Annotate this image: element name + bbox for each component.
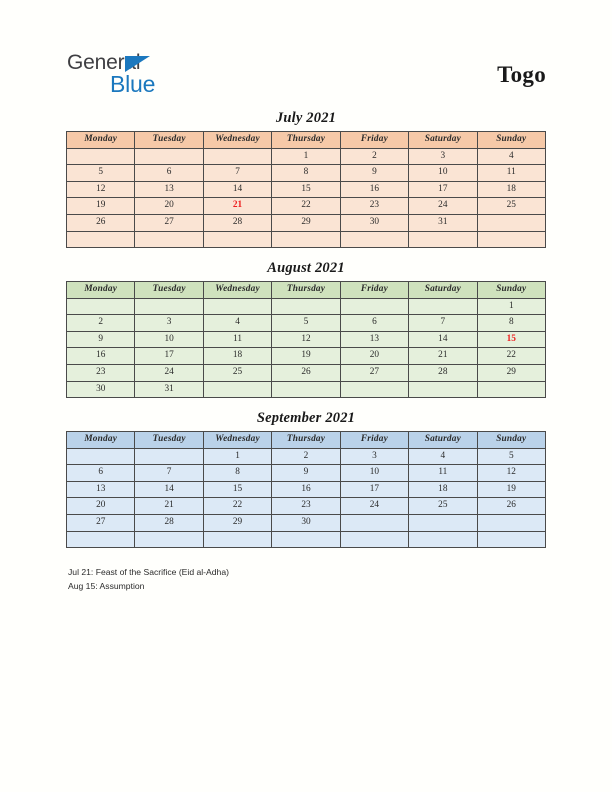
month-title: August 2021	[267, 260, 345, 276]
calendar-cell-day[interactable]: 15	[203, 481, 271, 498]
calendar-cell-day[interactable]: 7	[409, 315, 477, 332]
calendar-cell-empty	[477, 214, 545, 231]
calendar-body	[67, 298, 546, 398]
calendar-cell-day[interactable]: 17	[340, 481, 408, 498]
weekday-header-saturday: Saturday	[409, 132, 477, 149]
calendar-cell-day[interactable]: 10	[135, 331, 203, 348]
calendar-cell-day[interactable]: 29	[477, 364, 545, 381]
calendar-cell-day[interactable]: 23	[272, 498, 340, 515]
calendar-cell-day[interactable]: 6	[135, 165, 203, 182]
calendar-cell-day[interactable]: 13	[67, 481, 135, 498]
calendar-cell-day[interactable]: 29	[272, 214, 340, 231]
calendar-cell-holiday[interactable]: 21	[203, 198, 271, 215]
weekday-header-friday: Friday	[340, 282, 408, 299]
calendar-cell-empty	[409, 298, 477, 315]
weekday-header-row	[67, 432, 546, 449]
calendar-week-row	[67, 481, 546, 498]
calendar-cell-day[interactable]: 16	[272, 481, 340, 498]
calendar-week-row	[67, 214, 546, 231]
calendar-week-row	[67, 348, 546, 365]
calendar-cell-day[interactable]: 27	[135, 214, 203, 231]
logo-text-blue: Blue	[110, 71, 156, 97]
calendar-cell-empty	[67, 298, 135, 315]
calendar-cell-day[interactable]: 28	[203, 214, 271, 231]
calendar-cell-empty	[477, 531, 545, 548]
calendar-cell-day[interactable]: 15	[272, 181, 340, 198]
calendar-week-row	[67, 181, 546, 198]
calendar-cell-day[interactable]: 23	[67, 364, 135, 381]
calendar-cell-day[interactable]: 23	[340, 198, 408, 215]
calendar-week-row	[67, 465, 546, 482]
calendar-cell-empty	[409, 514, 477, 531]
calendar-cell-empty	[67, 448, 135, 465]
calendar-cell-day[interactable]: 18	[477, 181, 545, 198]
calendar-table	[66, 131, 546, 248]
calendar-cell-empty	[203, 381, 271, 398]
month-block-august	[66, 260, 546, 398]
weekday-header-friday: Friday	[340, 132, 408, 149]
calendar-cell-day[interactable]: 17	[409, 181, 477, 198]
calendar-cell-day[interactable]: 20	[340, 348, 408, 365]
calendar-cell-day[interactable]: 1	[203, 448, 271, 465]
weekday-header-thursday: Thursday	[272, 432, 340, 449]
calendar-cell-day[interactable]: 22	[272, 198, 340, 215]
calendar-cell-day[interactable]: 12	[477, 465, 545, 482]
calendar-cell-empty	[272, 531, 340, 548]
calendar-cell-empty	[203, 231, 271, 248]
calendar-cell-day[interactable]: 3	[409, 148, 477, 165]
calendar-cell-day[interactable]: 30	[272, 514, 340, 531]
calendar-cell-day[interactable]: 28	[409, 364, 477, 381]
calendar-table	[66, 431, 546, 548]
calendar-cell-day[interactable]: 12	[67, 181, 135, 198]
calendar-cell-day[interactable]: 8	[477, 315, 545, 332]
calendar-cell-day[interactable]: 4	[203, 315, 271, 332]
calendar-cell-day[interactable]: 14	[203, 181, 271, 198]
weekday-header-sunday: Sunday	[477, 132, 545, 149]
weekday-header-tuesday: Tuesday	[135, 132, 203, 149]
month-title: September 2021	[256, 410, 356, 426]
calendar-cell-day[interactable]: 24	[135, 364, 203, 381]
weekday-header-saturday: Saturday	[409, 432, 477, 449]
calendar-cell-empty	[272, 381, 340, 398]
calendar-cell-day[interactable]: 31	[409, 214, 477, 231]
calendar-cell-day[interactable]: 11	[477, 165, 545, 182]
calendar-week-row	[67, 448, 546, 465]
calendar-cell-empty	[272, 231, 340, 248]
calendar-cell-empty	[340, 514, 408, 531]
calendar-cell-empty	[409, 381, 477, 398]
calendar-cell-day[interactable]: 20	[135, 198, 203, 215]
calendar-body	[67, 148, 546, 248]
calendar-head	[67, 282, 546, 299]
weekday-header-tuesday: Tuesday	[135, 432, 203, 449]
weekday-header-tuesday: Tuesday	[135, 282, 203, 299]
calendar-cell-empty	[203, 298, 271, 315]
weekday-header-wednesday: Wednesday	[203, 282, 271, 299]
calendar-cell-day[interactable]: 2	[67, 315, 135, 332]
calendar-week-row	[67, 298, 546, 315]
holiday-note-line: Aug 15: Assumption	[68, 581, 145, 591]
calendar-week-row	[67, 231, 546, 248]
calendar-cell-holiday[interactable]: 15	[477, 331, 545, 348]
calendar-week-row	[67, 514, 546, 531]
calendar-week-row	[67, 331, 546, 348]
general-blue-logo[interactable]	[67, 52, 247, 104]
calendar-cell-day[interactable]: 14	[135, 481, 203, 498]
calendar-cell-empty	[409, 231, 477, 248]
calendar-cell-empty	[67, 531, 135, 548]
calendar-cell-day[interactable]: 29	[203, 514, 271, 531]
holiday-notes	[66, 565, 546, 593]
calendar-cell-empty	[272, 298, 340, 315]
calendar-cell-day[interactable]: 1	[272, 148, 340, 165]
calendar-cell-day[interactable]: 26	[477, 498, 545, 515]
calendar-cell-day[interactable]: 10	[340, 465, 408, 482]
calendar-cell-day[interactable]: 1	[477, 298, 545, 315]
calendar-cell-day[interactable]: 4	[477, 148, 545, 165]
weekday-header-thursday: Thursday	[272, 282, 340, 299]
calendar-cell-day[interactable]: 30	[67, 381, 135, 398]
calendar-cell-day[interactable]: 22	[203, 498, 271, 515]
calendar-cell-day[interactable]: 21	[409, 348, 477, 365]
calendar-cell-day[interactable]: 6	[340, 315, 408, 332]
calendar-cell-day[interactable]: 11	[409, 465, 477, 482]
calendar-week-row	[67, 381, 546, 398]
calendar-cell-day[interactable]: 27	[340, 364, 408, 381]
weekday-header-wednesday: Wednesday	[203, 432, 271, 449]
calendar-cell-day[interactable]: 5	[272, 315, 340, 332]
weekday-header-saturday: Saturday	[409, 282, 477, 299]
weekday-header-row	[67, 282, 546, 299]
calendar-cell-day[interactable]: 25	[477, 198, 545, 215]
calendar-cell-empty	[135, 531, 203, 548]
calendar-body	[67, 448, 546, 548]
calendar-cell-day[interactable]: 12	[272, 331, 340, 348]
calendar-cell-empty	[135, 148, 203, 165]
triangle-right-icon	[125, 56, 150, 72]
month-block-september	[66, 410, 546, 548]
calendar-cell-empty	[67, 148, 135, 165]
calendar-week-row	[67, 364, 546, 381]
calendar-cell-day[interactable]: 18	[203, 348, 271, 365]
calendar-cell-day[interactable]: 24	[340, 498, 408, 515]
logo-text-general: General	[67, 51, 141, 74]
calendar-cell-day[interactable]: 30	[340, 214, 408, 231]
calendar-cell-day[interactable]: 13	[340, 331, 408, 348]
calendar-cell-day[interactable]: 2	[340, 148, 408, 165]
calendar-cell-day[interactable]: 9	[67, 331, 135, 348]
calendar-cell-day[interactable]: 7	[203, 165, 271, 182]
calendar-week-row	[67, 315, 546, 332]
calendar-cell-day[interactable]: 9	[272, 465, 340, 482]
calendar-cell-day[interactable]: 8	[272, 165, 340, 182]
calendar-cell-day[interactable]: 19	[477, 481, 545, 498]
calendar-cell-day[interactable]: 10	[409, 165, 477, 182]
weekday-header-wednesday: Wednesday	[203, 132, 271, 149]
weekday-header-monday: Monday	[67, 132, 135, 149]
calendar-cell-day[interactable]: 6	[67, 465, 135, 482]
calendar-cell-empty	[340, 298, 408, 315]
calendar-week-row	[67, 198, 546, 215]
calendar-cell-day[interactable]: 26	[272, 364, 340, 381]
calendar-cell-day[interactable]: 2	[272, 448, 340, 465]
calendar-head	[67, 432, 546, 449]
calendar-cell-empty	[340, 381, 408, 398]
page-title: Togo	[497, 62, 546, 87]
calendar-cell-empty	[135, 448, 203, 465]
calendar-cell-day[interactable]: 28	[135, 514, 203, 531]
calendar-cell-day[interactable]: 13	[135, 181, 203, 198]
month-block-july	[66, 110, 546, 248]
calendar-cell-day[interactable]: 20	[67, 498, 135, 515]
calendar-cell-empty	[477, 381, 545, 398]
calendar-cell-day[interactable]: 24	[409, 198, 477, 215]
calendar-cell-day[interactable]: 4	[409, 448, 477, 465]
calendar-cell-day[interactable]: 5	[477, 448, 545, 465]
calendar-cell-empty	[67, 231, 135, 248]
calendar-cell-day[interactable]: 19	[272, 348, 340, 365]
weekday-header-friday: Friday	[340, 432, 408, 449]
calendar-cell-day[interactable]: 31	[135, 381, 203, 398]
calendar-cell-day[interactable]: 16	[67, 348, 135, 365]
calendar-cell-day[interactable]: 25	[203, 364, 271, 381]
calendar-cell-empty	[135, 298, 203, 315]
calendar-cell-empty	[340, 531, 408, 548]
weekday-header-row	[67, 132, 546, 149]
calendar-cell-day[interactable]: 8	[203, 465, 271, 482]
calendar-table	[66, 281, 546, 398]
weekday-header-thursday: Thursday	[272, 132, 340, 149]
calendar-cell-day[interactable]: 21	[135, 498, 203, 515]
weekday-header-monday: Monday	[67, 282, 135, 299]
calendar-cell-day[interactable]: 17	[135, 348, 203, 365]
calendar-cell-day[interactable]: 5	[67, 165, 135, 182]
calendar-cell-empty	[340, 231, 408, 248]
calendar-cell-day[interactable]: 25	[409, 498, 477, 515]
calendar-cell-day[interactable]: 3	[340, 448, 408, 465]
calendar-cell-empty	[203, 148, 271, 165]
calendar-cell-empty	[409, 531, 477, 548]
calendar-week-row	[67, 531, 546, 548]
calendar-cell-empty	[477, 231, 545, 248]
calendar-cell-day[interactable]: 22	[477, 348, 545, 365]
weekday-header-sunday: Sunday	[477, 282, 545, 299]
calendar-cell-day[interactable]: 27	[67, 514, 135, 531]
month-title: July 2021	[275, 110, 337, 126]
calendar-cell-day[interactable]: 3	[135, 315, 203, 332]
calendar-cell-day[interactable]: 18	[409, 481, 477, 498]
calendar-week-row	[67, 165, 546, 182]
calendar-cell-empty	[477, 514, 545, 531]
calendar-cell-empty	[203, 531, 271, 548]
calendar-cell-day[interactable]: 26	[67, 214, 135, 231]
calendar-cell-day[interactable]: 11	[203, 331, 271, 348]
calendar-cell-empty	[135, 231, 203, 248]
calendar-week-row	[67, 498, 546, 515]
holiday-note-line: Jul 21: Feast of the Sacrifice (Eid al-Adha)	[68, 567, 229, 577]
calendar-head	[67, 132, 546, 149]
calendar-week-row	[67, 148, 546, 165]
calendar-cell-day[interactable]: 7	[135, 465, 203, 482]
weekday-header-sunday: Sunday	[477, 432, 545, 449]
calendar-cell-day[interactable]: 14	[409, 331, 477, 348]
calendar-cell-day[interactable]: 9	[340, 165, 408, 182]
weekday-header-monday: Monday	[67, 432, 135, 449]
page-header	[0, 44, 612, 104]
calendar-cell-day[interactable]: 16	[340, 181, 408, 198]
calendar-cell-day[interactable]: 19	[67, 198, 135, 215]
